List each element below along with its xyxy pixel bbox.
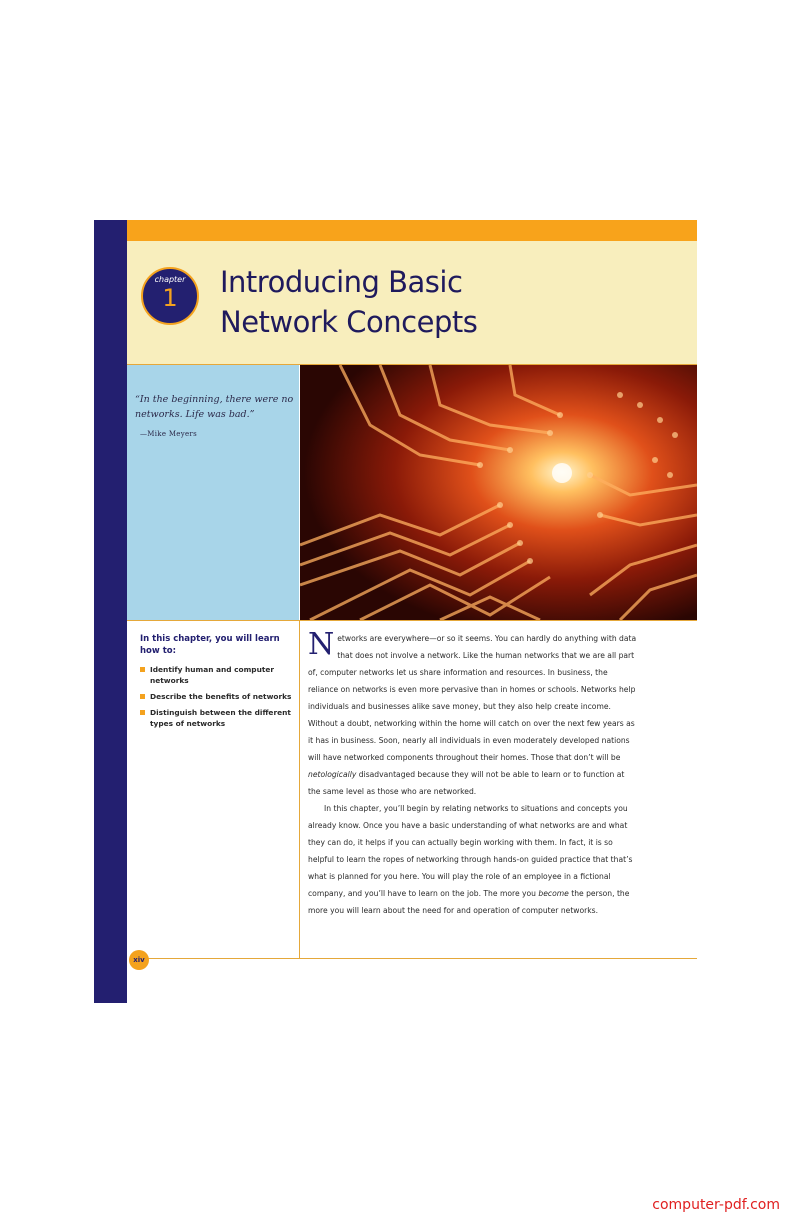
chapter-number: 1 — [162, 284, 178, 312]
p2-text: In this chapter, you’ll begin by relating networks to situations and concepts you already know. Once you have a basic understanding of what networks are and what they can do, it helps if you can actually begin working with them. In fact, it is so helpful to learn the ropes of networking through hands-on guided practice that that’s what is planned for you here. You will play the role of an employee in a fictional company, and you’ll have to learn on the job. The more you — [308, 804, 633, 898]
p1-text-end: disadvantaged because they will not be able to learn or to function at the same level as those who are networked. — [308, 770, 625, 796]
objective-text: Distinguish between the different types of networks — [150, 708, 291, 728]
objective-item — [140, 691, 295, 702]
chapter-badge — [141, 267, 199, 325]
chapter-title — [220, 262, 477, 342]
objectives-heading: In this chapter, you will learn how to: — [140, 634, 280, 656]
p1-emphasis: netologically — [308, 770, 357, 779]
column-divider — [299, 620, 300, 958]
objective-item — [140, 707, 295, 729]
body-paragraph-1 — [308, 627, 638, 800]
objective-text: Identify human and computer networks — [150, 665, 275, 685]
section-divider-top — [127, 620, 697, 621]
objective-text: Describe the benefits of networks — [150, 692, 292, 701]
chapter-title-line-1: Introducing Basic — [220, 265, 463, 299]
epigraph-quote: “In the beginning, there were no networks. Life was bad.” — [135, 394, 294, 420]
objectives-list — [140, 664, 295, 734]
p2-emphasis: become — [538, 889, 569, 898]
square-bullet-icon — [140, 694, 145, 699]
chapter-label: chapter — [154, 275, 186, 284]
drop-cap: N — [308, 627, 335, 662]
chapter-title-line-2: Network Concepts — [220, 305, 478, 339]
p1-text: etworks are everywhere—or so it seems. You can hardly do anything with data that does not involve a network. Like the human networks that we are all part of, computer networks let us share information and resources. In business, the reliance on networks is even more pervasive than in homes or schools. Networks help individuals and businesses alike save money, but they also help create income. Without a doubt, networking within the home will catch on over the next few years as it has in business. Soon, nearly all individuals in even moderately developed nations will have networked components throughout their homes. Those that don’t will be — [308, 634, 637, 762]
circuit-board-illustration — [300, 365, 697, 620]
top-orange-bar — [127, 220, 697, 241]
objective-item — [140, 664, 295, 686]
left-navy-bar — [94, 220, 127, 1003]
epigraph-author: —Mike Meyers — [140, 430, 197, 438]
watermark-link[interactable]: computer-pdf.com — [652, 1197, 780, 1213]
body-text — [308, 627, 638, 919]
square-bullet-icon — [140, 710, 145, 715]
body-paragraph-2 — [308, 800, 638, 919]
page-number: xiv — [129, 950, 149, 970]
p2-text-end: the person, the more you will learn about the need for and operation of computer networks. — [308, 889, 630, 915]
footer-rule — [147, 958, 697, 959]
circuit-board-photo — [300, 365, 697, 620]
square-bullet-icon — [140, 667, 145, 672]
